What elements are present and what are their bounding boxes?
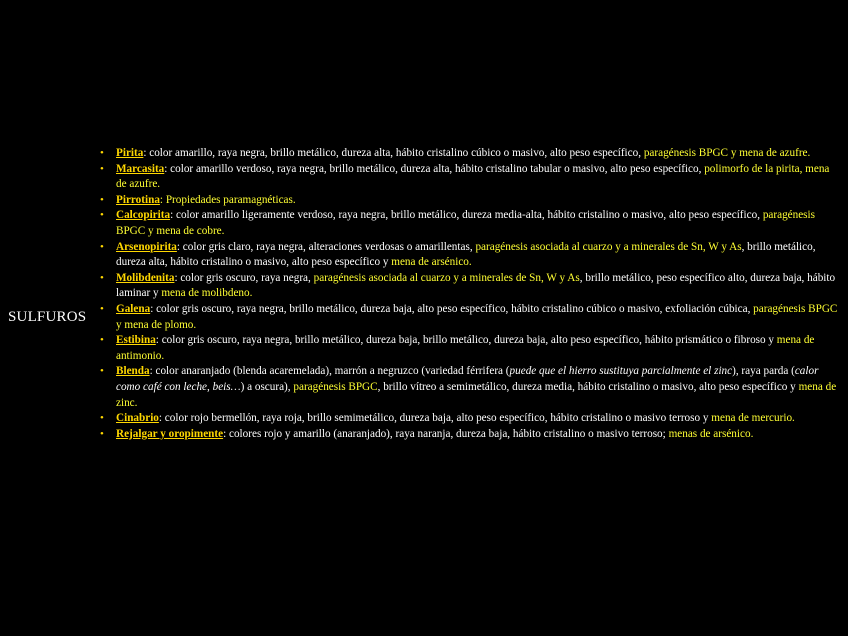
bullet-icon: • [100,147,104,159]
mineral-description: : colores rojo y amarillo (anaranjado), raya naranja, dureza baja, hábito cristalino o masivo terroso; [223,427,669,440]
mineral-name: Molibdenita [116,271,175,284]
bullet-icon: • [100,365,104,378]
mineral-description: : color gris oscuro, raya negra, brillo metálico, dureza baja, alto peso específico, hábito cristalino cúbico o masivo, exfoliación cúbica, [150,302,754,315]
highlight-text: paragénesis BPGC y mena de cobre. [116,209,815,237]
highlight-text: mena de arsénico. [391,256,472,269]
highlight-text: paragénesis asociada al cuarzo y a minerales de Sn, W y As [475,240,742,253]
mineral-description: : color gris claro, raya negra, alteraciones verdosas o amarillentas, [176,240,476,253]
bullet-icon: • [100,271,104,284]
highlight-text: polimorfo de la pirita, mena de azufre. [116,162,830,191]
italic-note: calor como café con leche, beis… [116,365,819,393]
mineral-name: Arsenopirita [116,240,177,253]
bullet-icon: • [100,209,104,222]
mineral-name: Galena [116,302,151,315]
highlight-text: menas de arsénico. [668,427,754,440]
mineral-description: : color amarillo ligeramente verdoso, raya negra, brillo metálico, dureza media-alta, hábito cristalino o masivo, alto peso específico, [170,209,763,222]
mineral-name: Marcasita [116,162,165,175]
mineral-name: Pirrotina [116,193,160,206]
bullet-icon: • [100,427,104,440]
mineral-name: Calcopirita [116,209,171,222]
list-item-marcasita [100,162,840,193]
list-item-arsenopirita [100,240,840,271]
mineral-description: , brillo vítreo a semimetálico, dureza media, hábito cristalino o masivo, alto peso específico y [377,380,799,393]
mineral-description: : color gris oscuro, raya negra, [174,271,314,284]
mineral-description: , brillo metálico, peso específico alto, dureza baja, hábito laminar y [116,271,836,300]
highlight-text: paragénesis BPGC y mena de azufre. [643,147,811,159]
highlight-text: paragénesis asociada al cuarzo y a minerales de Sn, W y As [313,271,580,284]
bullet-icon: • [100,302,104,315]
list-item-cinabrio [100,411,840,427]
mineral-list [100,146,840,442]
list-item-estibina [100,333,840,364]
bullet-icon: • [100,162,104,175]
mineral-name: Cinabrio [116,412,159,425]
list-item-calcopirita [100,208,840,239]
list-item-pirrotina [100,193,840,209]
mineral-name: Rejalgar y oropimente [116,427,224,440]
mineral-description: : color rojo bermellón, raya roja, brillo semimetálico, dureza baja, alto peso específico, hábito cristalino o masivo terroso y [158,412,712,425]
list-item-pirita [100,146,840,162]
italic-note: puede que el hierro sustituya parcialmente el zinc [509,365,733,378]
list-item-galena [100,302,840,333]
mineral-description: : color anaranjado (blenda acaremelada), marrón a negruzco (variedad férrifera ( [149,365,510,378]
mineral-name: Pirita [116,147,144,159]
mineral-description: ) a oscura), [240,380,294,393]
list-item-blenda [100,364,840,411]
list-item-rejalgar-oropimente [100,427,840,443]
section-title: SULFUROS [8,309,87,325]
highlight-text: mena de molibdeno. [161,287,253,300]
list-item-molibdenita [100,271,840,302]
highlight-text: mena de mercurio. [711,412,795,425]
mineral-description: , brillo metálico, dureza alta, hábito cristalino o masivo, alto peso específico y [116,240,816,269]
highlight-text: mena de zinc. [116,380,837,409]
mineral-description: : color gris oscuro, raya negra, brillo metálico, dureza baja, brillo metálico, dureza baja, alto peso específico, hábito prismático o fibroso y [155,334,777,347]
bullet-icon: • [100,240,104,253]
mineral-name: Blenda [116,365,150,378]
highlight-text: paragénesis BPGC [293,380,378,393]
highlight-text: mena de antimonio. [116,334,815,362]
highlight-text: paragénesis BPGC y mena de plomo. [116,302,838,331]
bullet-icon: • [100,334,104,347]
mineral-name: Estibina [116,334,156,347]
mineral-description: ), raya parda ( [732,365,795,378]
mineral-description: : color amarillo verdoso, raya negra, brillo metálico, dureza alta, hábito cristalino tabular o masivo, alto peso específico, [164,162,705,175]
highlight-text: : Propiedades paramagnéticas. [159,193,296,206]
mineral-description: : color amarillo, raya negra, brillo metálico, dureza alta, hábito cristalino cúbico o masivo, alto peso específico, [143,147,644,159]
bullet-icon: • [100,412,104,425]
bullet-icon: • [100,193,104,206]
